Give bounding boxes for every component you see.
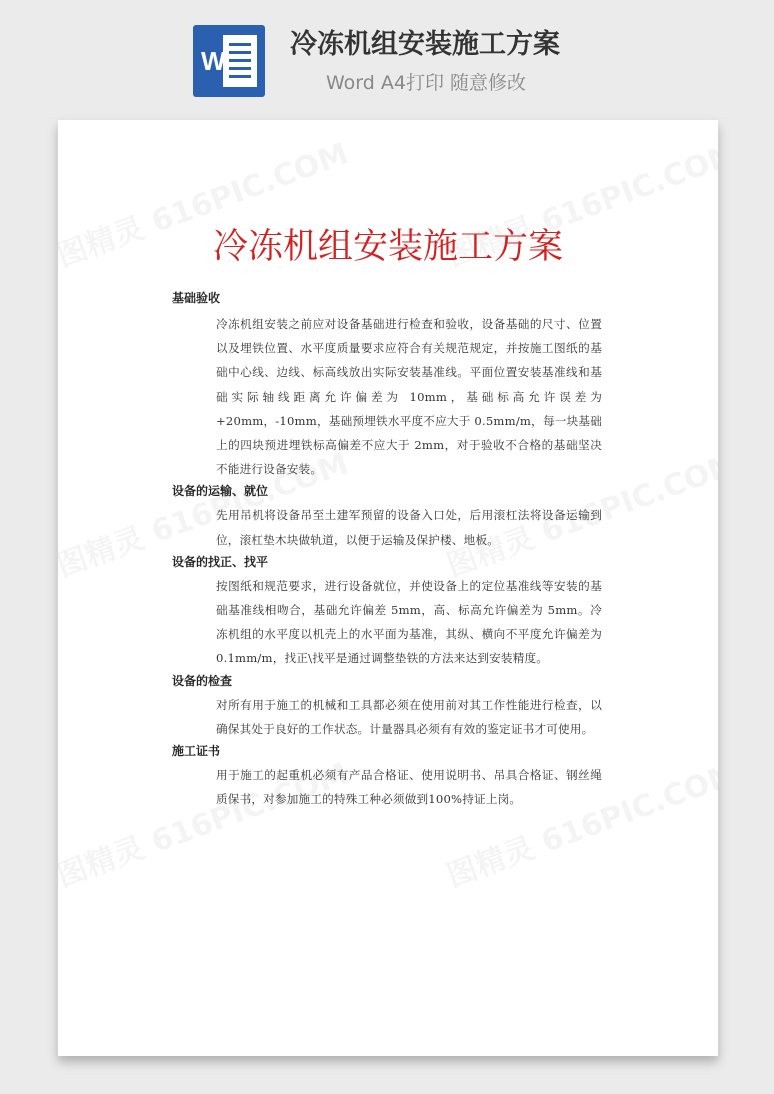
section-heading: 设备的找正、找平 — [172, 554, 269, 569]
page-header — [0, 0, 774, 110]
word-icon — [193, 25, 265, 97]
section-heading: 施工证书 — [172, 744, 221, 759]
section-heading: 设备的检查 — [172, 673, 233, 688]
word-line — [229, 51, 251, 54]
section-paragraph: 对所有用于施工的机械和工具都必须在使用前对其工作性能进行检查，以确保其处于良好的工作状态。计量器具必须有有效的鉴定证书才可使用。 — [216, 697, 602, 736]
word-line — [229, 75, 251, 78]
word-line — [229, 59, 251, 62]
section-heading: 基础验收 — [172, 291, 221, 305]
document-body — [172, 290, 602, 811]
document-page — [58, 120, 718, 1056]
section-paragraph: 用于施工的起重机必须有产品合格证、使用说明书、吊具合格证、钢丝绳质保书，对参加施工的特殊工种必须做到100%持证上岗。 — [216, 768, 602, 807]
section-heading: 设备的运输、就位 — [172, 484, 269, 499]
document-title: 冷冻机组安装施工方案 — [212, 227, 563, 267]
section-paragraph: 按图纸和规范要求，进行设备就位，并使设备上的定位基准线等安装的基础基准线相吻合，基础允许偏差 5mm，高、标高允许偏差为 5mm。冷冻机组的水平度以机壳上的水平面为基准，其纵、横向不平度允许偏差为 0.1mm/m，找正\找平是通过调整垫铁的方法来达到安装精度。 — [216, 578, 602, 666]
header-subtitle: Word A4打印 随意修改 — [326, 72, 527, 94]
section-paragraph: 先用吊机将设备吊至土建军预留的设备入口处，后用滚杠法将设备运输到位，滚杠垫木块做轨道，以便于运输及保护楼、地板。 — [216, 508, 602, 547]
word-icon-letter: W — [201, 46, 226, 76]
header-title: 冷冻机组安装施工方案 — [290, 29, 560, 60]
word-line — [229, 67, 251, 70]
word-line — [229, 43, 251, 46]
section-paragraph: 冷冻机组安装之前应对设备基础进行检查和验收，设备基础的尺寸、位置以及埋铁位置、水平度质量要求应符合有关规范规定，并按施工图纸的基础中心线、边线、标高线放出实际安装基准线。平面位置安装基准线和基础实际轴线距离允许偏差为 10mm，基础标高允许误差为+20mm，-10mm，基础预埋铁水平度不应大于 0.5mm/m，每一块基础上的四块预进埋铁标高偏差不应大于 2mm，对于验收不合格的基础坚决不能进行设备安装。 — [216, 317, 602, 477]
